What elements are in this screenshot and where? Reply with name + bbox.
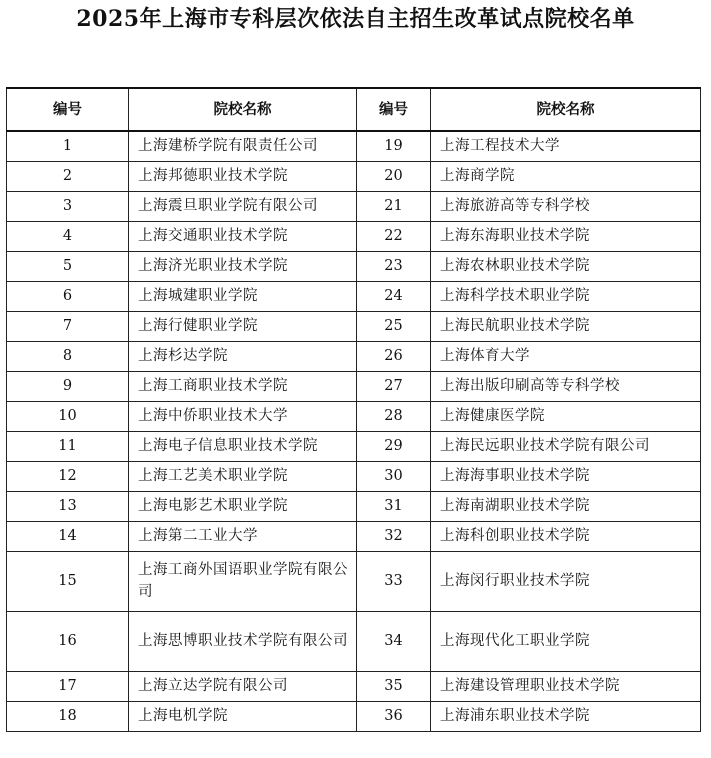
row-name-left: 上海城建职业学院 [129,281,357,311]
row-name-left: 上海行健职业学院 [129,311,357,341]
row-num-left: 15 [7,551,129,611]
row-name-right: 上海闵行职业技术学院 [431,551,701,611]
table-row [7,371,701,401]
table-row [7,281,701,311]
row-num-left: 9 [7,371,129,401]
table-row [7,551,701,611]
row-num-right: 25 [357,311,431,341]
row-name-left: 上海中侨职业技术大学 [129,401,357,431]
row-num-left: 5 [7,251,129,281]
page-title: 2025年上海市专科层次依法自主招生改革试点院校名单 [76,6,635,32]
row-name-left: 上海邦德职业技术学院 [129,161,357,191]
row-num-left: 6 [7,281,129,311]
row-name-left: 上海电影艺术职业学院 [129,491,357,521]
table-row [7,251,701,281]
table-row [7,521,701,551]
header-num-left: 编号 [7,88,129,131]
row-name-left: 上海工商外国语职业学院有限公司 [129,551,357,611]
row-num-left: 13 [7,491,129,521]
row-num-right: 20 [357,161,431,191]
row-num-left: 7 [7,311,129,341]
row-num-left: 3 [7,191,129,221]
row-name-right: 上海海事职业技术学院 [431,461,701,491]
table-row [7,491,701,521]
row-num-left: 14 [7,521,129,551]
row-name-left: 上海思博职业技术学院有限公司 [129,611,357,671]
row-name-left: 上海济光职业技术学院 [129,251,357,281]
row-num-right: 36 [357,701,431,731]
row-num-right: 29 [357,431,431,461]
row-name-left: 上海第二工业大学 [129,521,357,551]
row-name-right: 上海旅游高等专科学校 [431,191,701,221]
header-name-left: 院校名称 [129,88,357,131]
table-row [7,461,701,491]
row-name-right: 上海体育大学 [431,341,701,371]
row-name-right: 上海民航职业技术学院 [431,311,701,341]
row-num-right: 32 [357,521,431,551]
row-name-left: 上海立达学院有限公司 [129,671,357,701]
row-num-right: 23 [357,251,431,281]
row-name-right: 上海建设管理职业技术学院 [431,671,701,701]
row-num-right: 35 [357,671,431,701]
row-name-left: 上海交通职业技术学院 [129,221,357,251]
row-name-right: 上海出版印刷高等专科学校 [431,371,701,401]
row-num-right: 22 [357,221,431,251]
row-num-right: 33 [357,551,431,611]
table-row [7,191,701,221]
row-name-right: 上海现代化工职业学院 [431,611,701,671]
table-row [7,431,701,461]
row-num-right: 24 [357,281,431,311]
row-name-left: 上海杉达学院 [129,341,357,371]
row-name-right: 上海健康医学院 [431,401,701,431]
table-row [7,221,701,251]
row-num-right: 27 [357,371,431,401]
row-name-left: 上海电机学院 [129,701,357,731]
row-num-right: 26 [357,341,431,371]
table-row [7,131,701,161]
row-name-right: 上海商学院 [431,161,701,191]
row-num-left: 8 [7,341,129,371]
table-row [7,671,701,701]
table-row [7,311,701,341]
row-name-left: 上海建桥学院有限责任公司 [129,131,357,161]
table-row [7,161,701,191]
row-name-right: 上海南湖职业技术学院 [431,491,701,521]
row-num-right: 28 [357,401,431,431]
row-name-right: 上海民远职业技术学院有限公司 [431,431,701,461]
row-name-left: 上海工商职业技术学院 [129,371,357,401]
row-num-right: 30 [357,461,431,491]
row-name-right: 上海工程技术大学 [431,131,701,161]
row-name-right: 上海科学技术职业学院 [431,281,701,311]
row-name-right: 上海浦东职业技术学院 [431,701,701,731]
header-name-right: 院校名称 [431,88,701,131]
row-num-left: 2 [7,161,129,191]
row-num-left: 10 [7,401,129,431]
row-name-right: 上海东海职业技术学院 [431,221,701,251]
row-num-left: 12 [7,461,129,491]
table-header-row [7,88,701,131]
row-num-left: 1 [7,131,129,161]
table-row [7,611,701,671]
table-row [7,341,701,371]
row-num-right: 19 [357,131,431,161]
row-name-right: 上海科创职业技术学院 [431,521,701,551]
row-num-right: 21 [357,191,431,221]
row-num-left: 16 [7,611,129,671]
header-num-right: 编号 [357,88,431,131]
row-num-left: 18 [7,701,129,731]
row-num-left: 11 [7,431,129,461]
row-name-left: 上海震旦职业学院有限公司 [129,191,357,221]
row-name-left: 上海工艺美术职业学院 [129,461,357,491]
row-num-left: 4 [7,221,129,251]
table-row [7,401,701,431]
row-num-right: 34 [357,611,431,671]
school-list-table [6,87,701,732]
row-num-right: 31 [357,491,431,521]
row-num-left: 17 [7,671,129,701]
table-row [7,701,701,731]
row-name-left: 上海电子信息职业技术学院 [129,431,357,461]
row-name-right: 上海农林职业技术学院 [431,251,701,281]
